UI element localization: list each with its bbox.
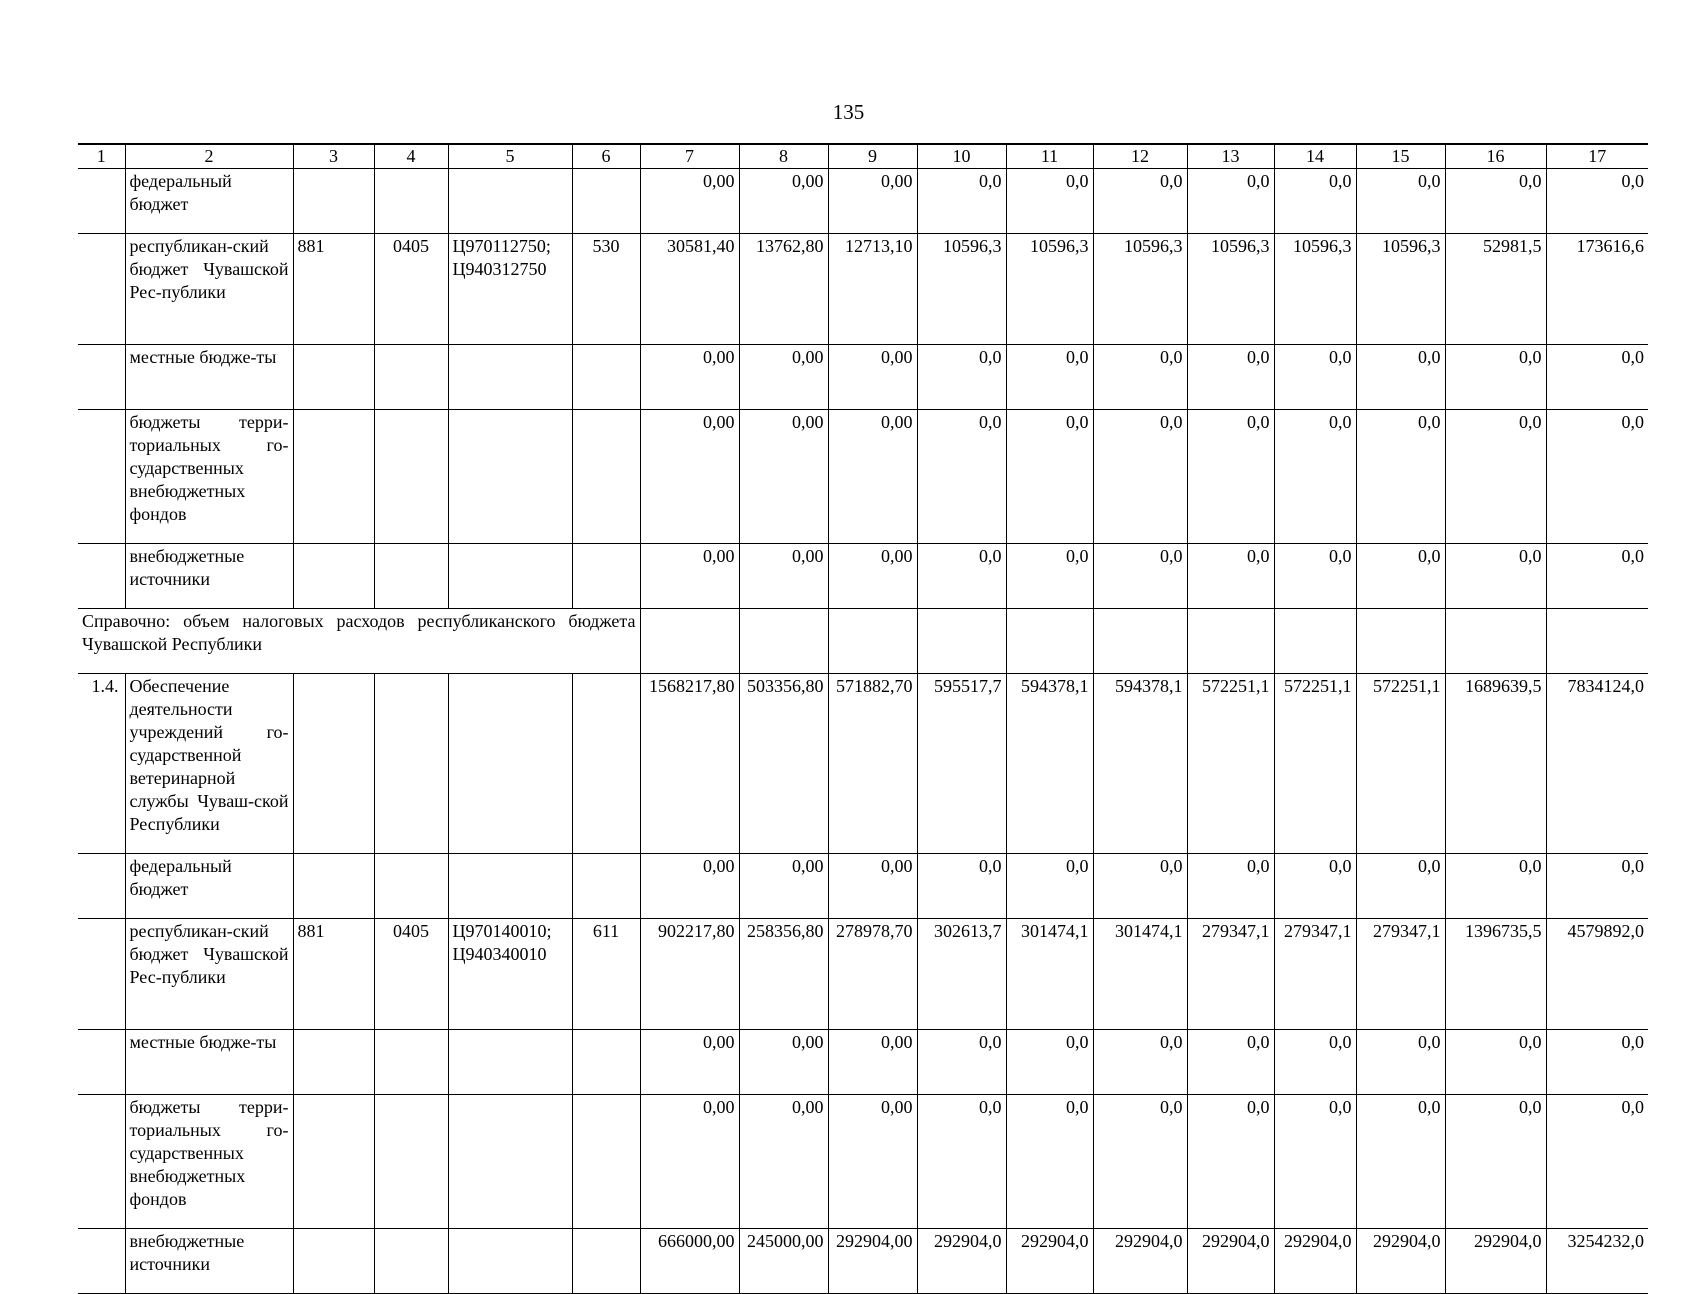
row-source-name: бюджеты терри-ториальных го-сударственных внебюджетных фондов	[125, 410, 293, 544]
section-grbs-code	[293, 674, 374, 854]
reference-row-value-col-16	[1445, 609, 1546, 674]
row-value-col-8: 258356,80	[739, 919, 828, 1030]
row-value-col-12: 0,0	[1093, 169, 1187, 234]
row-value-col-9: 0,00	[828, 854, 917, 919]
row-grbs-code	[293, 1229, 374, 1294]
row-value-col-15: 0,0	[1356, 410, 1445, 544]
row-value-col-11: 301474,1	[1006, 919, 1093, 1030]
row-grbs-code: 881	[293, 919, 374, 1030]
row-value-col-7: 0,00	[640, 169, 739, 234]
row-csr-code	[448, 345, 572, 410]
row-source-name: внебюджетные источники	[125, 544, 293, 609]
row-value-col-17: 0,0	[1546, 345, 1648, 410]
row-value-col-9: 0,00	[828, 169, 917, 234]
row-value-col-11: 0,0	[1006, 410, 1093, 544]
row-value-col-17: 0,0	[1546, 1095, 1648, 1229]
row-grbs-code	[293, 410, 374, 544]
reference-row-value-col-15	[1356, 609, 1445, 674]
column-header-4: 4	[374, 144, 448, 169]
column-header-6: 6	[572, 144, 640, 169]
row-value-col-14: 0,0	[1274, 345, 1356, 410]
row-value-col-14: 0,0	[1274, 169, 1356, 234]
section-value-col-14: 572251,1	[1274, 674, 1356, 854]
row-value-col-7: 0,00	[640, 1095, 739, 1229]
row-value-col-17: 0,0	[1546, 1030, 1648, 1095]
column-header-3: 3	[293, 144, 374, 169]
row-source-name: федеральный бюджет	[125, 169, 293, 234]
row-value-col-10: 0,0	[917, 169, 1006, 234]
row-value-col-7: 0,00	[640, 410, 739, 544]
section-vr-code	[572, 674, 640, 854]
row-index-cell	[78, 345, 125, 410]
row-value-col-16: 0,0	[1445, 854, 1546, 919]
row-csr-code	[448, 544, 572, 609]
row-value-col-13: 0,0	[1187, 854, 1274, 919]
row-value-col-9: 0,00	[828, 345, 917, 410]
section-rzpr-code	[374, 674, 448, 854]
row-value-col-14: 0,0	[1274, 544, 1356, 609]
table-row	[78, 169, 1648, 234]
row-value-col-12: 0,0	[1093, 1030, 1187, 1095]
row-value-col-12: 10596,3	[1093, 234, 1187, 345]
row-value-col-12: 0,0	[1093, 854, 1187, 919]
row-vr-code	[572, 410, 640, 544]
row-rzpr-code	[374, 345, 448, 410]
row-value-col-11: 0,0	[1006, 1095, 1093, 1229]
reference-row-value-col-13	[1187, 609, 1274, 674]
column-header-5: 5	[448, 144, 572, 169]
row-value-col-10: 10596,3	[917, 234, 1006, 345]
section-value-col-12: 594378,1	[1093, 674, 1187, 854]
row-value-col-7: 0,00	[640, 1030, 739, 1095]
row-rzpr-code: 0405	[374, 234, 448, 345]
row-grbs-code	[293, 345, 374, 410]
header-row	[78, 144, 1648, 169]
row-value-col-17: 0,0	[1546, 544, 1648, 609]
row-value-col-7: 30581,40	[640, 234, 739, 345]
row-value-col-12: 292904,0	[1093, 1229, 1187, 1294]
row-value-col-10: 0,0	[917, 410, 1006, 544]
row-value-col-11: 0,0	[1006, 854, 1093, 919]
row-csr-code	[448, 169, 572, 234]
row-value-col-16: 292904,0	[1445, 1229, 1546, 1294]
row-value-col-13: 279347,1	[1187, 919, 1274, 1030]
reference-row-value-col-8	[739, 609, 828, 674]
row-value-col-9: 0,00	[828, 1095, 917, 1229]
row-value-col-11: 0,0	[1006, 544, 1093, 609]
row-value-col-17: 173616,6	[1546, 234, 1648, 345]
row-value-col-7: 902217,80	[640, 919, 739, 1030]
row-value-col-12: 0,0	[1093, 1095, 1187, 1229]
column-header-9: 9	[828, 144, 917, 169]
row-value-col-13: 0,0	[1187, 544, 1274, 609]
row-csr-code	[448, 854, 572, 919]
row-value-col-7: 0,00	[640, 345, 739, 410]
row-value-col-12: 0,0	[1093, 410, 1187, 544]
row-value-col-13: 292904,0	[1187, 1229, 1274, 1294]
row-value-col-12: 0,0	[1093, 544, 1187, 609]
row-rzpr-code: 0405	[374, 919, 448, 1030]
row-value-col-15: 0,0	[1356, 1030, 1445, 1095]
column-header-8: 8	[739, 144, 828, 169]
row-csr-code	[448, 1095, 572, 1229]
table-row	[78, 544, 1648, 609]
row-value-col-17: 0,0	[1546, 854, 1648, 919]
row-value-col-14: 10596,3	[1274, 234, 1356, 345]
section-value-col-7: 1568217,80	[640, 674, 739, 854]
row-source-name: местные бюдже-ты	[125, 345, 293, 410]
row-value-col-16: 0,0	[1445, 1095, 1546, 1229]
row-value-col-8: 0,00	[739, 1030, 828, 1095]
row-value-col-13: 0,0	[1187, 410, 1274, 544]
table-row	[78, 854, 1648, 919]
row-value-col-15: 0,0	[1356, 1095, 1445, 1229]
row-value-col-12: 0,0	[1093, 345, 1187, 410]
table-row	[78, 1095, 1648, 1229]
row-source-name: республикан-ский бюджет Чувашской Рес-публики	[125, 919, 293, 1030]
row-value-col-10: 302613,7	[917, 919, 1006, 1030]
row-index-cell	[78, 1095, 125, 1229]
row-grbs-code	[293, 1095, 374, 1229]
row-value-col-17: 4579892,0	[1546, 919, 1648, 1030]
row-value-col-8: 0,00	[739, 1095, 828, 1229]
row-value-col-10: 0,0	[917, 1030, 1006, 1095]
row-value-col-16: 0,0	[1445, 410, 1546, 544]
row-source-name: республикан-ский бюджет Чувашской Рес-публики	[125, 234, 293, 345]
row-source-name: федеральный бюджет	[125, 854, 293, 919]
reference-row-value-col-17	[1546, 609, 1648, 674]
row-rzpr-code	[374, 544, 448, 609]
table-row	[78, 919, 1648, 1030]
row-rzpr-code	[374, 1229, 448, 1294]
row-rzpr-code	[374, 854, 448, 919]
column-header-1: 1	[78, 144, 125, 169]
reference-row-value-col-7	[640, 609, 739, 674]
row-vr-code	[572, 1095, 640, 1229]
row-value-col-7: 666000,00	[640, 1229, 739, 1294]
column-header-7: 7	[640, 144, 739, 169]
row-value-col-16: 0,0	[1445, 544, 1546, 609]
row-value-col-8: 0,00	[739, 345, 828, 410]
reference-row-value-col-10	[917, 609, 1006, 674]
row-vr-code	[572, 169, 640, 234]
row-value-col-16: 0,0	[1445, 345, 1546, 410]
column-header-2: 2	[125, 144, 293, 169]
column-header-12: 12	[1093, 144, 1187, 169]
section-index: 1.4.	[78, 674, 125, 854]
budget-table	[78, 143, 1648, 1294]
table-row	[78, 410, 1648, 544]
column-header-15: 15	[1356, 144, 1445, 169]
section-value-col-17: 7834124,0	[1546, 674, 1648, 854]
row-source-name: внебюджетные источники	[125, 1229, 293, 1294]
table-row	[78, 234, 1648, 345]
row-value-col-14: 292904,0	[1274, 1229, 1356, 1294]
section-value-col-10: 595517,7	[917, 674, 1006, 854]
section-value-col-13: 572251,1	[1187, 674, 1274, 854]
row-value-col-9: 278978,70	[828, 919, 917, 1030]
row-rzpr-code	[374, 169, 448, 234]
row-value-col-11: 10596,3	[1006, 234, 1093, 345]
reference-row-value-col-12	[1093, 609, 1187, 674]
row-value-col-9: 0,00	[828, 410, 917, 544]
row-value-col-16: 0,0	[1445, 1030, 1546, 1095]
row-vr-code	[572, 1030, 640, 1095]
row-rzpr-code	[374, 1030, 448, 1095]
row-value-col-9: 0,00	[828, 544, 917, 609]
row-rzpr-code	[374, 410, 448, 544]
row-value-col-12: 301474,1	[1093, 919, 1187, 1030]
section-row	[78, 674, 1648, 854]
column-header-16: 16	[1445, 144, 1546, 169]
row-csr-code: Ц970112750; Ц940312750	[448, 234, 572, 345]
table-row	[78, 1229, 1648, 1294]
row-vr-code	[572, 345, 640, 410]
row-index-cell	[78, 169, 125, 234]
row-value-col-15: 292904,0	[1356, 1229, 1445, 1294]
row-value-col-8: 13762,80	[739, 234, 828, 345]
row-value-col-7: 0,00	[640, 544, 739, 609]
row-value-col-8: 0,00	[739, 410, 828, 544]
row-source-name: бюджеты терри-ториальных го-сударственных внебюджетных фондов	[125, 1095, 293, 1229]
reference-row-text: Справочно: объем налоговых расходов республиканского бюджета Чувашской Республики	[78, 609, 640, 674]
column-header-11: 11	[1006, 144, 1093, 169]
row-grbs-code	[293, 169, 374, 234]
row-value-col-16: 0,0	[1445, 169, 1546, 234]
row-value-col-15: 0,0	[1356, 169, 1445, 234]
row-value-col-9: 12713,10	[828, 234, 917, 345]
row-value-col-9: 292904,00	[828, 1229, 917, 1294]
row-value-col-14: 0,0	[1274, 854, 1356, 919]
row-value-col-11: 0,0	[1006, 345, 1093, 410]
budget-table-body	[78, 144, 1648, 1294]
row-value-col-14: 0,0	[1274, 1095, 1356, 1229]
row-index-cell	[78, 410, 125, 544]
row-value-col-13: 0,0	[1187, 169, 1274, 234]
row-value-col-8: 0,00	[739, 544, 828, 609]
row-value-col-11: 292904,0	[1006, 1229, 1093, 1294]
section-value-col-11: 594378,1	[1006, 674, 1093, 854]
row-value-col-15: 0,0	[1356, 854, 1445, 919]
row-value-col-7: 0,00	[640, 854, 739, 919]
row-grbs-code	[293, 1030, 374, 1095]
row-value-col-11: 0,0	[1006, 1030, 1093, 1095]
column-header-10: 10	[917, 144, 1006, 169]
page-number: 135	[832, 100, 865, 124]
row-value-col-10: 0,0	[917, 345, 1006, 410]
row-grbs-code	[293, 544, 374, 609]
row-value-col-10: 0,0	[917, 544, 1006, 609]
column-header-17: 17	[1546, 144, 1648, 169]
row-value-col-8: 0,00	[739, 854, 828, 919]
row-index-cell	[78, 1229, 125, 1294]
row-value-col-14: 0,0	[1274, 1030, 1356, 1095]
reference-row-value-col-11	[1006, 609, 1093, 674]
section-value-col-9: 571882,70	[828, 674, 917, 854]
row-vr-code	[572, 544, 640, 609]
row-value-col-16: 52981,5	[1445, 234, 1546, 345]
section-value-col-16: 1689639,5	[1445, 674, 1546, 854]
row-value-col-8: 245000,00	[739, 1229, 828, 1294]
row-value-col-17: 0,0	[1546, 169, 1648, 234]
row-value-col-8: 0,00	[739, 169, 828, 234]
row-value-col-13: 0,0	[1187, 1030, 1274, 1095]
section-value-col-8: 503356,80	[739, 674, 828, 854]
row-value-col-17: 3254232,0	[1546, 1229, 1648, 1294]
row-value-col-14: 279347,1	[1274, 919, 1356, 1030]
reference-row	[78, 609, 1648, 674]
reference-row-value-col-14	[1274, 609, 1356, 674]
row-csr-code	[448, 1229, 572, 1294]
row-value-col-15: 0,0	[1356, 544, 1445, 609]
row-value-col-17: 0,0	[1546, 410, 1648, 544]
row-grbs-code: 881	[293, 234, 374, 345]
row-value-col-13: 0,0	[1187, 1095, 1274, 1229]
row-vr-code	[572, 854, 640, 919]
row-grbs-code	[293, 854, 374, 919]
column-header-14: 14	[1274, 144, 1356, 169]
row-value-col-10: 0,0	[917, 854, 1006, 919]
row-source-name: местные бюдже-ты	[125, 1030, 293, 1095]
reference-row-value-col-9	[828, 609, 917, 674]
row-value-col-10: 292904,0	[917, 1229, 1006, 1294]
row-value-col-15: 0,0	[1356, 345, 1445, 410]
row-value-col-14: 0,0	[1274, 410, 1356, 544]
section-name: Обеспечение деятельности учреждений го-сударственной ветеринарной службы Чуваш-ской Республики	[125, 674, 293, 854]
row-index-cell	[78, 234, 125, 345]
row-value-col-16: 1396735,5	[1445, 919, 1546, 1030]
row-value-col-15: 10596,3	[1356, 234, 1445, 345]
row-index-cell	[78, 854, 125, 919]
row-rzpr-code	[374, 1095, 448, 1229]
row-csr-code: Ц970140010; Ц940340010	[448, 919, 572, 1030]
row-index-cell	[78, 1030, 125, 1095]
section-value-col-15: 572251,1	[1356, 674, 1445, 854]
row-value-col-11: 0,0	[1006, 169, 1093, 234]
section-csr-code	[448, 674, 572, 854]
row-value-col-13: 10596,3	[1187, 234, 1274, 345]
table-row	[78, 1030, 1648, 1095]
table-row	[78, 345, 1648, 410]
row-vr-code: 530	[572, 234, 640, 345]
row-index-cell	[78, 544, 125, 609]
row-value-col-13: 0,0	[1187, 345, 1274, 410]
column-header-13: 13	[1187, 144, 1274, 169]
row-csr-code	[448, 1030, 572, 1095]
row-vr-code: 611	[572, 919, 640, 1030]
row-csr-code	[448, 410, 572, 544]
row-value-col-10: 0,0	[917, 1095, 1006, 1229]
row-index-cell	[78, 919, 125, 1030]
row-value-col-9: 0,00	[828, 1030, 917, 1095]
row-vr-code	[572, 1229, 640, 1294]
row-value-col-15: 279347,1	[1356, 919, 1445, 1030]
